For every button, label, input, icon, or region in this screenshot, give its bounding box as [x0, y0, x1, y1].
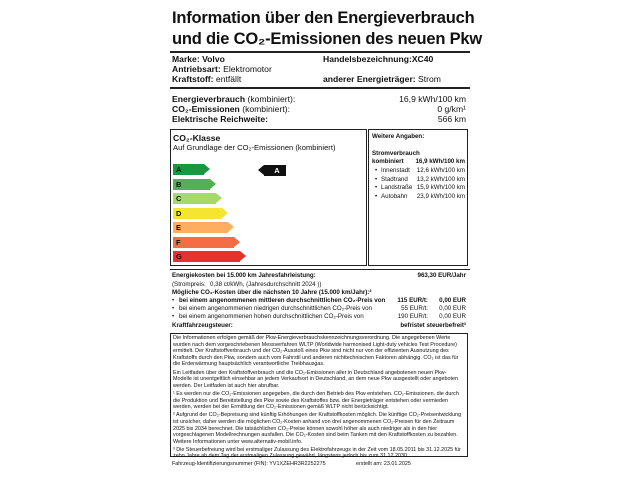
- page-title: [172, 8, 482, 50]
- fuel-label: Kraftstoff:: [172, 74, 214, 84]
- co2-class-bar-b: B: [173, 179, 210, 190]
- co2-cost-price: 190 EUR/t:: [397, 313, 428, 321]
- co2-label: CO₂-Emissionen: [172, 104, 240, 114]
- energy-note: (kombiniert):: [247, 94, 296, 104]
- consumption-row-value: 15,9 kWh/100 km: [416, 184, 465, 192]
- co2-class-bar-c: C: [173, 193, 216, 204]
- current-class-marker: A: [264, 165, 286, 176]
- vehicle-tax-value: befristet steuerbefreit³: [400, 322, 466, 329]
- co2-note: (kombiniert):: [242, 104, 290, 114]
- title-line-2: und die CO₂-Emissionen des neuen Pkw: [172, 30, 483, 48]
- note-paragraph: ² Aufgrund der CO₂-Bepreisung sind künftig Erhöhungen der Kraftstoffkosten möglich. Die künftige CO₂-Preisentwicklung ist unsicher, daher werden die möglichen CO₂-Kosten anhand von drei angenommenen CO₂-Preisen für den Zeitraum 2025 bis 2034 berechnet. Die tatsächlichen CO₂-Preise können sowohl höher als auch niedriger als in den hier vorgeschlagenen Modellrechnungen ausfallen. Die CO₂-Kosten sind beim Tanken mit den Kraftstoffkosten zu bezahlen. Weitere Informationen unter www.alternativ-mobil.info.: [173, 412, 462, 445]
- co2-cost-price: 115 EUR/t:: [397, 297, 428, 304]
- created-value: 23.01.2025: [383, 461, 411, 467]
- co2-cost-value: 0,00 EUR: [439, 297, 466, 304]
- brand-label: Marke:: [172, 54, 200, 64]
- co2-cost-label: bei einem angenommenen mittleren durchschnittlichen CO₂-Preis von: [179, 297, 386, 304]
- consumption-row-label: Autobahn: [381, 193, 408, 201]
- vin-value: YV1XZEHR3R2252275: [269, 461, 326, 467]
- co2-cost-price: 55 EUR/t:: [401, 305, 428, 313]
- drive-value: Elektromotor: [223, 64, 272, 74]
- drive-label: Antriebsart:: [172, 64, 221, 74]
- co2-class-bar-a: A: [173, 164, 204, 175]
- co2-class-bar-d: D: [173, 208, 222, 219]
- power-consumption-title: Stromverbrauch: [372, 150, 420, 157]
- trade-label: Handelsbezeichnung:: [323, 54, 412, 64]
- energy-value: 16,9 kWh/100 km: [399, 94, 466, 104]
- consumption-row-label: Stadtrand: [381, 175, 408, 183]
- footer: [172, 461, 466, 468]
- note-paragraph: Ein Leitfaden über den Kraftstoffverbrauch und die CO₂-Emissionen aller in Deutschland angebotenen neuen Pkw-Modelle ist unentgeltlich einsehbar an jedem Verkaufsort in Deutschland, an dem neue Pkw ausgestellt oder angeboten werden. Der Leitfaden ist auch hier abrufbar.: [173, 369, 458, 389]
- energy-cost-label: Energiekosten bei 15.000 km Jahresfahrleistung:: [172, 272, 316, 279]
- consumption-row-label: Innenstadt: [381, 167, 410, 174]
- co2-cost-value: 0,00 EUR: [439, 313, 466, 321]
- title-line-1: Information über den Energieverbrauch: [172, 9, 475, 27]
- consumption-row-label: Landstraße: [381, 184, 413, 192]
- other-energy-value: Strom: [418, 74, 441, 84]
- consumption-row-value: 23,9 kWh/100 km: [416, 193, 465, 201]
- electricity-price-value: 0,38 ct/kWh, (Jahresdurchschnitt 2024 )): [210, 281, 322, 288]
- combined-label: kombiniert: [372, 158, 404, 165]
- co2-class-title: CO₂-Klasse: [173, 133, 221, 143]
- consumption-row-value: 12,6 kWh/100 km: [416, 167, 465, 174]
- vin-label: Fahrzeug-Identifizierungsnummer (FIN):: [172, 461, 268, 467]
- co2-cost-label: bei einem angenommenen hohen durchschnittlichen CO₂-Preis von: [179, 313, 364, 321]
- divider: [170, 51, 470, 53]
- co2-value: 0 g/km¹: [437, 104, 466, 114]
- range-label: Elektrische Reichweite:: [172, 114, 269, 124]
- fuel-value: entfällt: [215, 74, 242, 84]
- note-paragraph: ¹ Es werden nur die CO₂-Emissionen angegeben, die durch den Betrieb des Pkw entstehen. CO₂-Emissionen, die durch die Produktion und Bereitstellung des Pkw sowie des Kraftstoffes bzw. der Energieträger entstehen oder vermieden werden, werden bei der Ermittlung der CO₂-Emissionen gemäß WLTP nicht berücksichtigt.: [173, 390, 459, 411]
- brand-value: Volvo: [202, 54, 225, 64]
- energy-cost-value: 963,30 EUR/Jahr: [417, 272, 466, 279]
- co2-class-bar-f: F: [173, 237, 234, 248]
- co2-class-bar-g: G: [173, 251, 240, 262]
- co2-class-bar-e: E: [173, 222, 228, 233]
- consumption-row-value: 13,2 kWh/100 km: [416, 175, 465, 183]
- note-paragraph: Die Informationen erfolgen gemäß der Pkw-Energieverbrauchskennzeichnungsverordnung. Die angegebenen Werte wurden nach dem vorgeschriebenen Messverfahren WLTP (Worldwide harmonised Light-duty vehicles Test Procedure) ermittelt. Der Kraftstoffverbrauch und der CO₂-Ausstoß eines Pkw sind nicht nur von der effizienten Ausnutzung des Kraftstoffs durch den Pkw, sondern auch vom Fahrstil und anderen nichttechnischen Faktoren abhängig. CO₂ ist das für die Erderwärmung hauptsächlich verantwortliche Treibhausgas.: [173, 335, 459, 368]
- power-consumption-combined: [372, 158, 465, 165]
- range-value: 566 km: [437, 114, 466, 124]
- further-info-title: Weitere Angaben:: [372, 133, 425, 140]
- co2-cost-title: Mögliche CO₂-Kosten über die nächsten 10 Jahre (15.000 km/Jahr):²: [172, 289, 372, 296]
- combined-value: 16,9 kWh/100 km: [415, 158, 465, 165]
- other-energy-label: anderer Energieträger:: [323, 74, 416, 84]
- co2-cost-label: bei einem angenommenen niedrigen durchschnittlichen CO₂-Preis von: [179, 305, 372, 313]
- notes-text: [173, 335, 465, 460]
- energy-label: Energieverbrauch: [172, 94, 246, 104]
- electricity-price-label: (Strompreis:: [172, 281, 206, 288]
- co2-class-subtitle: Auf Grundlage der CO₂-Emissionen (kombiniert): [173, 143, 336, 152]
- vehicle-tax-label: Kraftfahrzeugsteuer:: [172, 322, 233, 329]
- trade-value: XC40: [411, 54, 434, 64]
- co2-cost-value: 0,00 EUR: [439, 305, 466, 313]
- divider: [170, 269, 470, 270]
- divider: [170, 87, 470, 89]
- note-paragraph: ³ Die Steuerbefreiung wird bei erstmaliger Zulassung des Elektrofahrzeugs in der Zeit vom 18.05.2011 bis 31.12.2025 für zehn Jahre ab dem Tag der erstmaligen Zulassung gewährt, längstens jedoch bis zum 31.12.2030.: [173, 446, 461, 460]
- created-label: erstellt am:: [356, 461, 383, 467]
